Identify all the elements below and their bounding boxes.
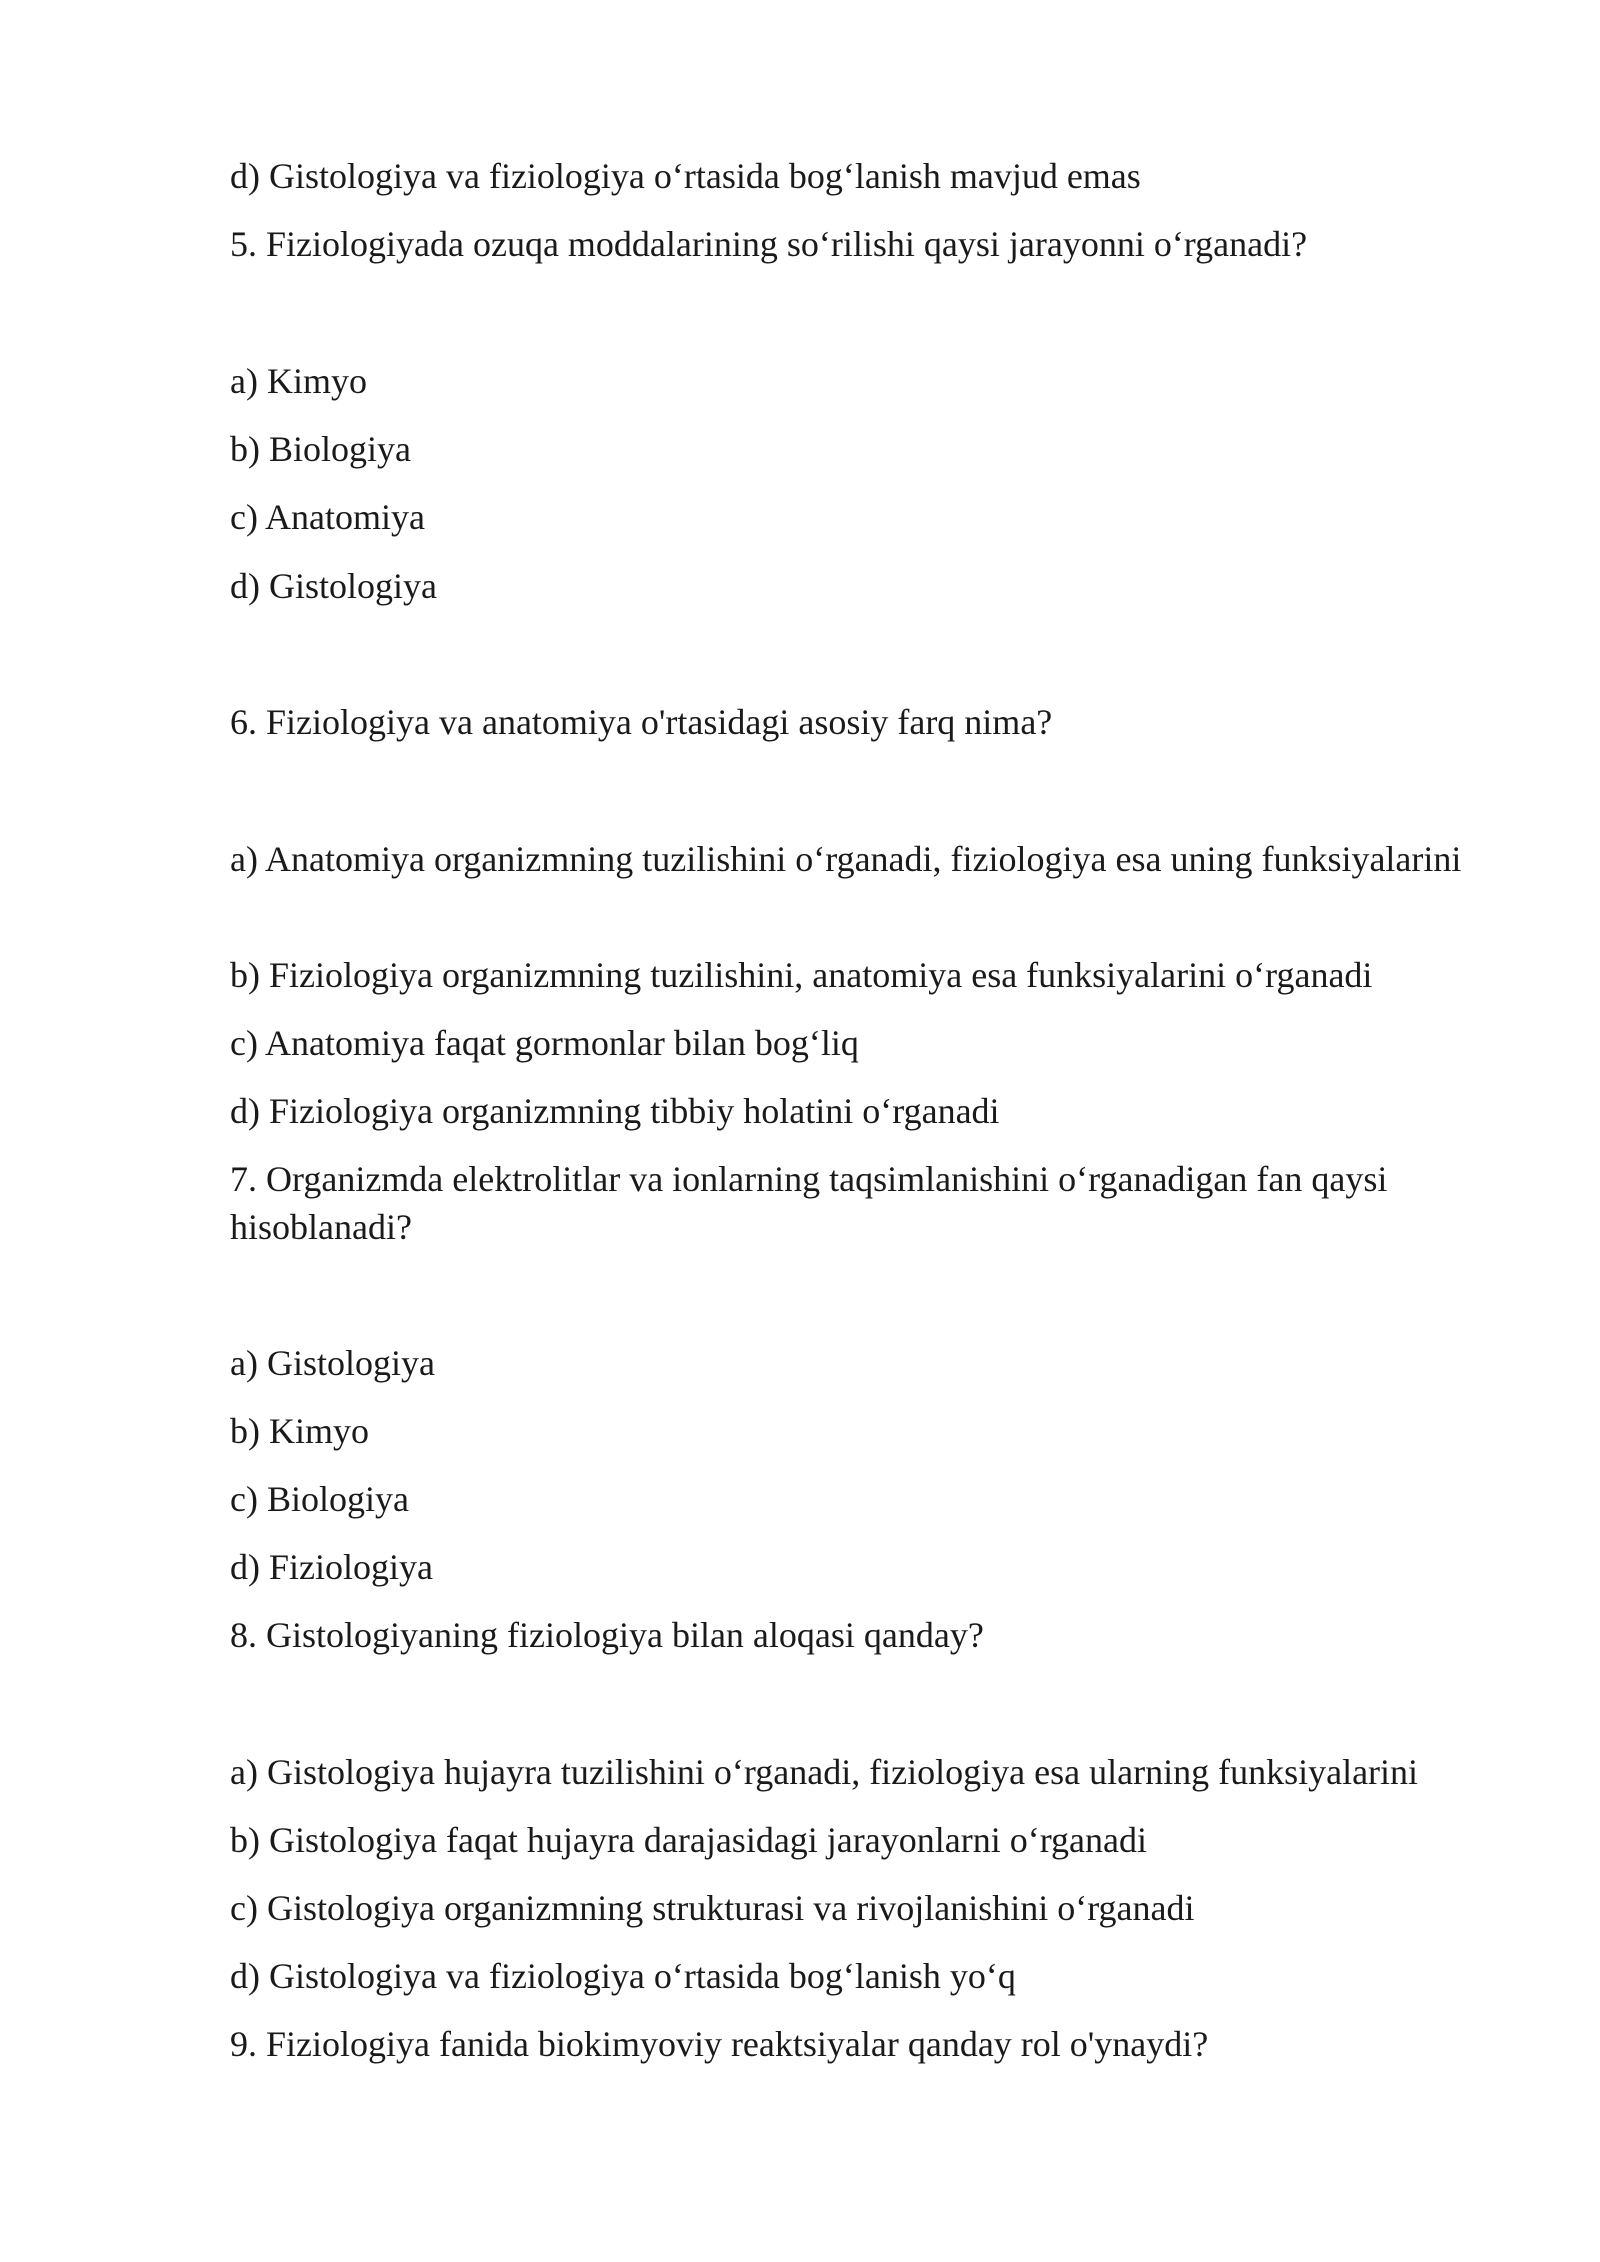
option-8c: c) Gistologiya organizmning strukturasi va rivojlanishini o‘rganadi (230, 1888, 1195, 1928)
option-7d: d) Fiziologiya (230, 1547, 433, 1587)
option-6c: c) Anatomiya faqat gormonlar bilan bog‘liq (230, 1023, 859, 1063)
option-8a: a) Gistologiya hujayra tuzilishini o‘rganadi, fiziologiya esa ularning funksiyalarini (230, 1752, 1419, 1792)
option-6b: b) Fiziologiya organizmning tuzilishini, anatomiya esa funksiyalarini o‘rganadi (230, 955, 1373, 995)
option-8d: d) Gistologiya va fiziologiya o‘rtasida bog‘lanish yo‘q (230, 1956, 1016, 1996)
option-8b: b) Gistologiya faqat hujayra darajasidagi jarayonlarni o‘rganadi (230, 1820, 1147, 1860)
option-5d: d) Gistologiya (230, 566, 437, 606)
question-5: 5. Fiziologiyada ozuqa moddalarining so‘rilishi qaysi jarayonni o‘rganadi? (230, 224, 1308, 264)
question-9: 9. Fiziologiya fanida biokimyoviy reaktsiyalar qanday rol o'ynaydi? (230, 2024, 1209, 2064)
option-7c: c) Biologiya (230, 1479, 409, 1519)
option-5a: a) Kimyo (230, 361, 367, 401)
question-8: 8. Gistologiyaning fiziologiya bilan aloqasi qanday? (230, 1615, 984, 1655)
option-5c: c) Anatomiya (230, 497, 425, 537)
option-6d: d) Fiziologiya organizmning tibbiy holatini o‘rganadi (230, 1091, 1000, 1131)
option-5b: b) Biologiya (230, 429, 411, 469)
option-4d: d) Gistologiya va fiziologiya o‘rtasida bog‘lanish mavjud emas (230, 156, 1141, 196)
question-7: 7. Organizmda elektrolitlar va ionlarning taqsimlanishini o‘rganadigan fan qaysi hisoblanadi? (230, 1159, 1388, 1247)
option-7b: b) Kimyo (230, 1411, 369, 1451)
option-7a: a) Gistologiya (230, 1343, 435, 1383)
option-6a: a) Anatomiya organizmning tuzilishini o‘rganadi, fiziologiya esa uning funksiyalarini (230, 839, 1462, 879)
question-6: 6. Fiziologiya va anatomiya o'rtasidagi asosiy farq nima? (230, 702, 1053, 742)
